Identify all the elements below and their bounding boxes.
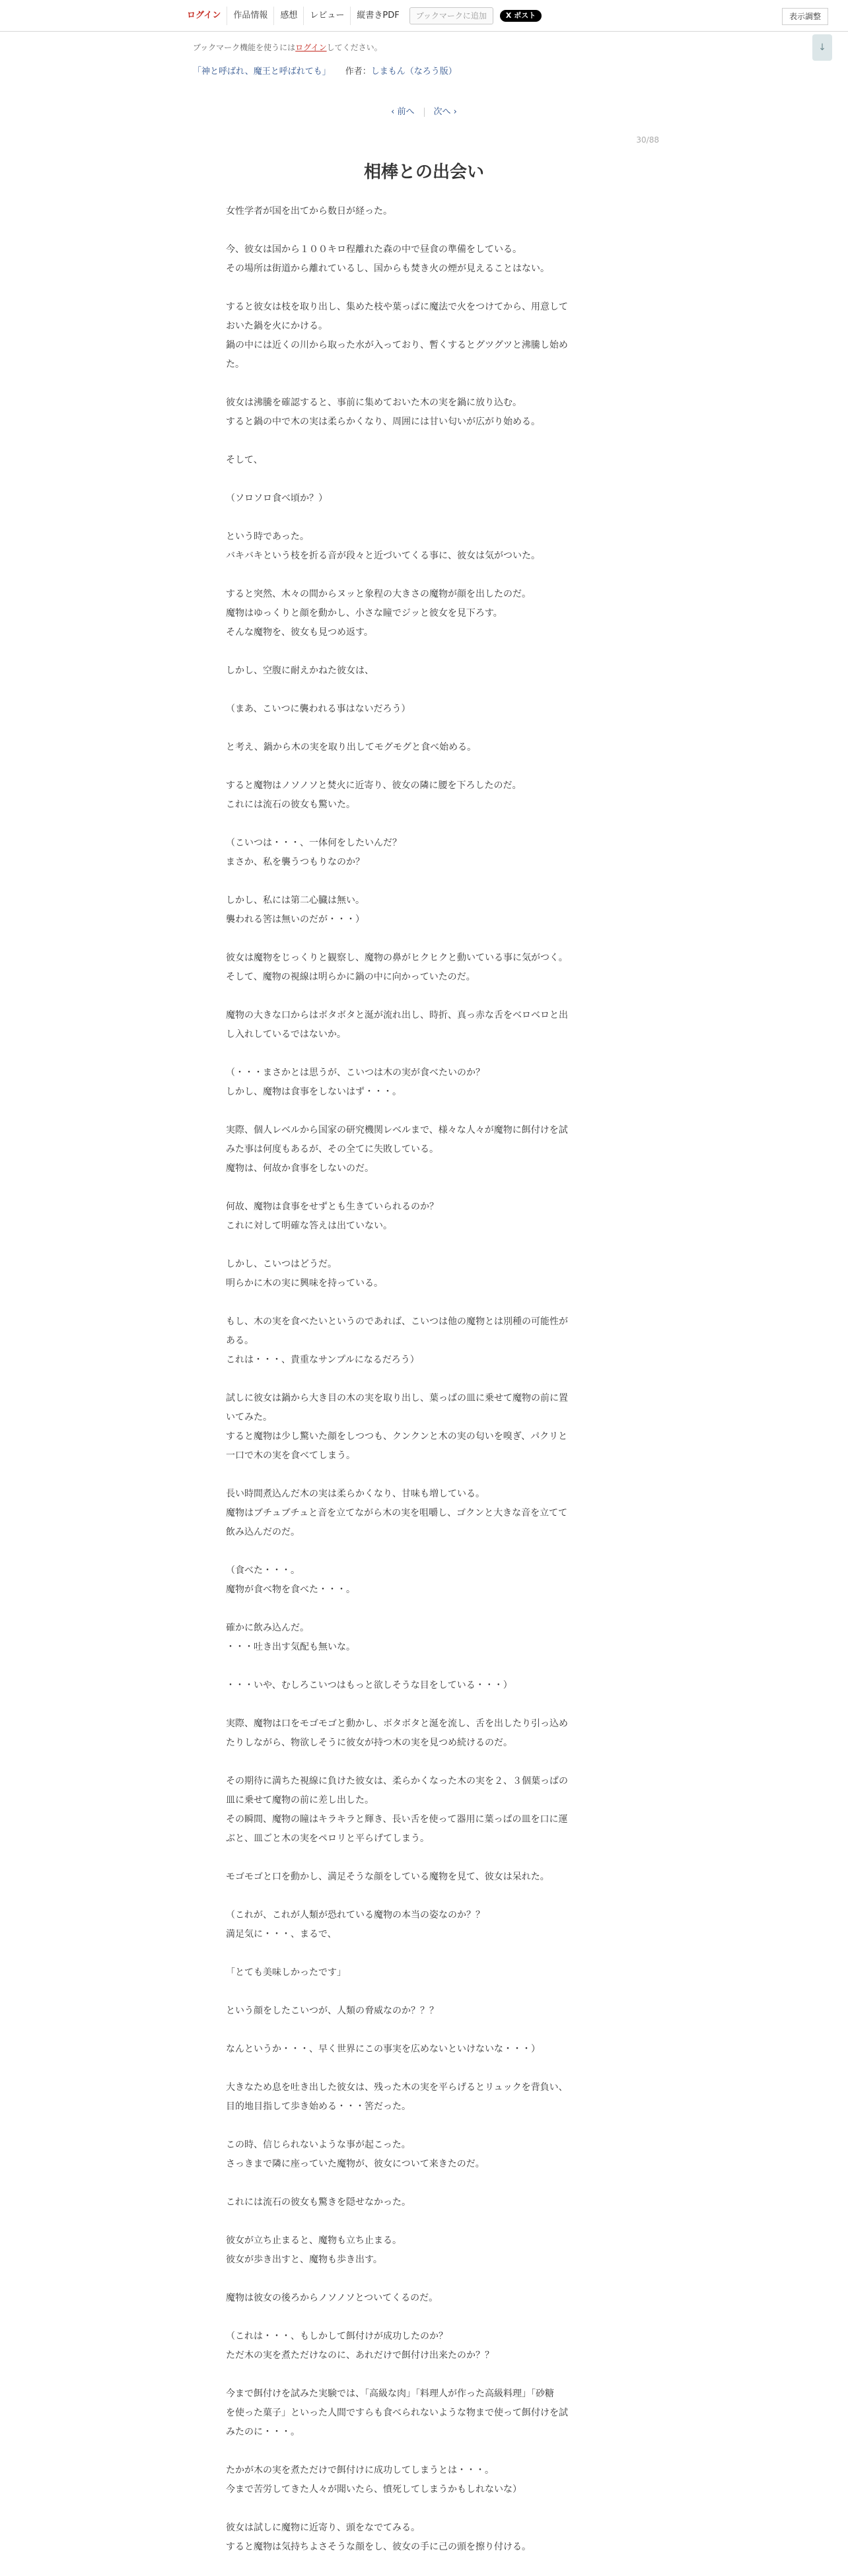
paragraph [226, 2231, 629, 2270]
text-line: そして、 [226, 455, 263, 465]
text-line: 魔物は彼女の後ろからノソノソとついてくるのだ。 [226, 2293, 439, 2303]
paragraph [226, 1121, 629, 1178]
paragraph [226, 1064, 629, 1102]
text-line: そして、魔物の視線は明らかに鍋の中に向かっていたのだ。 [226, 972, 476, 982]
text-line: （まあ、こいつに襲われる事はないだろう） [226, 704, 411, 714]
text-line: 実際、魔物は口をモゴモゴと動かし、ボタボタと涎を流し、舌を出したり引っ込め [226, 1718, 568, 1729]
paragraph [226, 2385, 629, 2442]
chapter-pager [0, 104, 848, 117]
text-line: しかし、こいつはどうだ。 [226, 1259, 337, 1270]
notice-suffix: してください。 [326, 43, 382, 52]
text-line: そんな魔物を、彼女も見つめ返す。 [226, 627, 373, 638]
paragraph [226, 1561, 629, 1600]
paragraph [226, 1485, 629, 1542]
top-nav [181, 7, 542, 25]
text-line: 彼女は沸騰を確認すると、事前に集めておいた木の実を鍋に放り込む。 [226, 397, 522, 408]
text-line: ただ木の実を煮ただけなのに、あれだけで餌付け出来たのか？？ [226, 2350, 494, 2361]
text-line: 目的地目指して歩き始める・・・筈だった。 [226, 2101, 411, 2112]
nav-impressions[interactable]: 感想 [273, 7, 303, 25]
text-line: さっきまで隣に座っていた魔物が、彼女について来きたのだ。 [226, 2159, 485, 2169]
text-line: たかが木の実を煮ただけで餌付けに成功してしまうとは・・・。 [226, 2465, 494, 2476]
paragraph [226, 949, 629, 987]
login-link[interactable]: ログイン [187, 11, 221, 20]
text-line: 魔物はブチュブチュと音を立てながら木の実を咀嚼し、ゴクンと大きな音を立てて [226, 1508, 568, 1518]
text-line: なんというか・・・、早く世界にこの事実を広めないといけないな・・・） [226, 2044, 540, 2054]
paragraph [226, 202, 629, 221]
paragraph [226, 2078, 629, 2117]
text-line: という顔をしたこいつが、人類の脅威なのか？？？ [226, 2006, 439, 2016]
paragraph [226, 2289, 629, 2308]
paragraph [226, 2193, 629, 2212]
paragraph [226, 1906, 629, 1944]
text-line: 魔物は、何故か食事をしないのだ。 [226, 1163, 374, 1174]
text-line: （ソロソロ食べ頃か？） [226, 493, 328, 504]
paragraph [226, 2136, 629, 2174]
paragraph [226, 489, 629, 508]
text-line: まさか、私を襲うつもりなのか？ [226, 857, 365, 867]
text-line: 鍋の中には近くの川から取った水が入っており、暫くするとグツグツと沸騰し始め [226, 340, 568, 351]
text-line: すると突然、木々の間からヌッと象程の大きさの魔物が顔を出したのだ。 [226, 589, 531, 599]
paragraph [226, 2519, 629, 2557]
text-line: いてみた。 [226, 1412, 272, 1423]
text-line: た。 [226, 359, 244, 370]
paragraph [226, 1619, 629, 1657]
paragraph [226, 527, 629, 566]
author-label: 作者： [345, 67, 371, 77]
text-line: 魔物が食べ物を食べた・・・。 [226, 1584, 355, 1595]
text-line: この時、信じられないような事が起こった。 [226, 2140, 411, 2150]
text-line: しかし、空腹に耐えかねた彼女は、 [226, 665, 374, 676]
paragraph [226, 2040, 629, 2059]
text-line: これには流石の彼女も驚いた。 [226, 799, 355, 810]
text-line: 何故、魔物は食事をせずとも生きていられるのか？ [226, 1202, 439, 1212]
paragraph [226, 1868, 629, 1887]
text-line: 今まで餌付けを試みた実験では、「高級な肉」「料理人が作った高級料理」「砂糖 [226, 2389, 554, 2399]
text-line: ある。 [226, 1336, 254, 1346]
paragraph [226, 2002, 629, 2021]
display-settings-button[interactable]: 表示調整 [782, 8, 828, 25]
text-line: ぶと、皿ごと木の実をペロリと平らげてしまう。 [226, 1833, 429, 1844]
bookmark-notice [193, 42, 382, 53]
text-line: たりしながら、物欲しそうに彼女が持つ木の実を見つめ続けるのだ。 [226, 1738, 512, 1748]
text-line: 実際、個人レベルから国家の研究機関レベルまで、様々な人々が魔物に餌付けを試 [226, 1125, 568, 1135]
text-line: という時であった。 [226, 531, 309, 542]
paragraph [226, 1389, 629, 1466]
text-line: 長い時間煮込んだ木の実は柔らかくなり、甘味も増している。 [226, 1489, 485, 1499]
text-line: しかし、魔物は食事をしないはず・・・。 [226, 1087, 402, 1097]
text-line: 彼女は魔物をじっくりと観察し、魔物の鼻がヒクヒクと動いている事に気がつく。 [226, 953, 568, 963]
text-line: 魔物の大きな口からはボタボタと涎が流れ出し、時折、真っ赤な舌をベロベロと出 [226, 1010, 568, 1021]
text-line: 満足気に・・・、まるで、 [226, 1929, 337, 1940]
text-line: すると彼女は枝を取り出し、集めた枝や葉っぱに魔法で火をつけてから、用意して [226, 302, 568, 312]
text-line: その瞬間、魔物の瞳はキラキラと輝き、長い舌を使って器用に葉っぱの皿を口に運 [226, 1814, 568, 1825]
text-line: ・・・いや、むしろこいつはもっと欲しそうな目をしている・・・） [226, 1680, 512, 1691]
page-number: 30/88 [636, 135, 659, 145]
notice-login-link[interactable]: ログイン [295, 43, 327, 52]
text-line: 彼女が立ち止まると、魔物も立ち止まる。 [226, 2235, 402, 2246]
text-line: すると鍋の中で木の実は柔らかくなり、周囲には甘い匂いが広がり始める。 [226, 417, 540, 427]
text-line: （こいつは・・・、一体何をしたいんだ？ [226, 838, 402, 848]
paragraph [226, 738, 629, 757]
nav-vertical-pdf[interactable]: 縦書きPDF [350, 7, 405, 25]
paragraph [226, 834, 629, 872]
notice-prefix: ブックマーク機能を使うには [193, 43, 296, 52]
add-bookmark-button[interactable]: ブックマークに追加 [409, 7, 493, 24]
text-line: その期待に満ちた視線に負けた彼女は、柔らかくなった木の実を２、３個葉っぱの [226, 1776, 568, 1786]
paragraph [226, 661, 629, 681]
text-line: を使った菓子」といった人間ですらも食べられないような物まで使って餌付けを試 [226, 2408, 568, 2418]
paragraph [226, 1006, 629, 1044]
paragraph [226, 393, 629, 432]
text-line: （食べた・・・。 [226, 1565, 300, 1576]
text-line: 魔物はゆっくりと顔を動かし、小さな瞳でジッと彼女を見下ろす。 [226, 608, 503, 619]
paragraph [226, 1963, 629, 1983]
paragraph [226, 2327, 629, 2365]
text-line: もし、木の実を食べたいというのであれば、こいつは他の魔物とは別種の可能性が [226, 1316, 568, 1327]
text-line: 女性学者が国を出てから数日が経った。 [226, 206, 392, 217]
text-line: これに対して明確な答えは出ていない。 [226, 1221, 392, 1231]
text-line: ・・・吐き出す気配も無いな。 [226, 1642, 355, 1652]
author-link[interactable]: しまもん（なろう版） [371, 67, 457, 77]
text-line: バキバキという枝を折る音が段々と近づいてくる事に、彼女は気がついた。 [226, 551, 540, 561]
nav-review[interactable]: レビュー [303, 7, 350, 25]
text-line: と考え、鍋から木の実を取り出してモグモグと食べ始める。 [226, 742, 477, 753]
paragraph [226, 2461, 629, 2499]
text-line: おいた鍋を火にかける。 [226, 321, 328, 331]
text-line: みたのに・・・。 [226, 2427, 300, 2437]
paragraph [226, 585, 629, 642]
text-line: すると魔物は少し驚いた顔をしつつも、クンクンと木の実の匂いを嗅ぎ、パクリと [226, 1431, 568, 1442]
text-line: これには流石の彼女も驚きを隠せなかった。 [226, 2197, 411, 2208]
paragraph [226, 1255, 629, 1293]
text-line: すると魔物は気持ちよさそうな顔をし、彼女の手に己の頭を擦り付ける。 [226, 2542, 531, 2552]
top-bar [0, 0, 848, 32]
paragraph [226, 891, 629, 930]
breadcrumb [193, 64, 457, 77]
text-line: 襲われる筈は無いのだが・・・） [226, 914, 365, 925]
text-line: 今、彼女は国から１００キロ程離れた森の中で昼食の準備をしている。 [226, 244, 522, 255]
work-title-link[interactable]: 「神と呼ばれ、魔王と呼ばれても」 [193, 67, 331, 77]
paragraph [226, 776, 629, 815]
prev-chapter-link[interactable]: ‹ 前へ [391, 107, 415, 117]
text-line: 皿に乗せて魔物の前に差し出した。 [226, 1795, 374, 1806]
text-line: （・・・まさかとは思うが、こいつは木の実が食べたいのか？ [226, 1068, 485, 1078]
paragraph [226, 451, 629, 470]
paragraph [226, 1676, 629, 1695]
text-line: 「とても美味しかったです」 [226, 1967, 346, 1978]
text-line: 今まで苦労してきた人々が聞いたら、憤死してしまうかもしれないな） [226, 2484, 522, 2495]
text-line: これは・・・、貴重なサンプルになるだろう） [226, 1355, 419, 1365]
nav-work-info[interactable]: 作品情報 [227, 7, 273, 25]
text-line: 試しに彼女は鍋から大き目の木の実を取り出し、葉っぱの皿に乗せて魔物の前に置 [226, 1393, 568, 1404]
scroll-down-icon[interactable]: ↓ [812, 34, 832, 61]
text-line: その場所は街道から離れているし、国からも焚き火の煙が見えることはない。 [226, 263, 549, 274]
paragraph [226, 298, 629, 374]
text-line: し入れしているではないか。 [226, 1029, 346, 1040]
paragraph [226, 1198, 629, 1236]
text-line: モゴモゴと口を動かし、満足そうな顔をしている魔物を見て、彼女は呆れた。 [226, 1872, 549, 1882]
paragraph [226, 1772, 629, 1848]
chapter-body [226, 202, 629, 2576]
text-line: 一口で木の実を食べてしまう。 [226, 1450, 355, 1461]
paragraph [226, 700, 629, 719]
chapter-title: 相棒との出会い [363, 162, 484, 182]
text-line: しかし、私には第二心臓は無い。 [226, 895, 365, 906]
paragraph [226, 1312, 629, 1370]
text-line: すると魔物はノソノソと焚火に近寄り、彼女の隣に腰を下ろしたのだ。 [226, 780, 522, 791]
text-line: 彼女は試しに魔物に近寄り、頭をなでてみる。 [226, 2523, 420, 2533]
text-line: 彼女が歩き出すと、魔物も歩き出す。 [226, 2254, 382, 2265]
text-line: （これが、これが人類が恐れている魔物の本当の姿なのか？？ [226, 1910, 485, 1920]
paragraph [226, 240, 629, 279]
paragraph [226, 1714, 629, 1753]
text-line: みた事は何度もあるが、その全てに失敗している。 [226, 1144, 439, 1155]
next-chapter-link[interactable]: 次へ › [433, 107, 457, 117]
text-line: 明らかに木の実に興味を持っている。 [226, 1278, 383, 1289]
text-line: 飲み込んだのだ。 [226, 1527, 300, 1538]
text-line: 大きなため息を吐き出した彼女は、残った木の実を平らげるとリュックを背負い、 [226, 2082, 568, 2093]
x-post-button[interactable]: X ポスト [500, 10, 542, 22]
text-line: （これは・・・、もしかして餌付けが成功したのか？ [226, 2331, 448, 2342]
text-line: 確かに飲み込んだ。 [226, 1623, 309, 1633]
